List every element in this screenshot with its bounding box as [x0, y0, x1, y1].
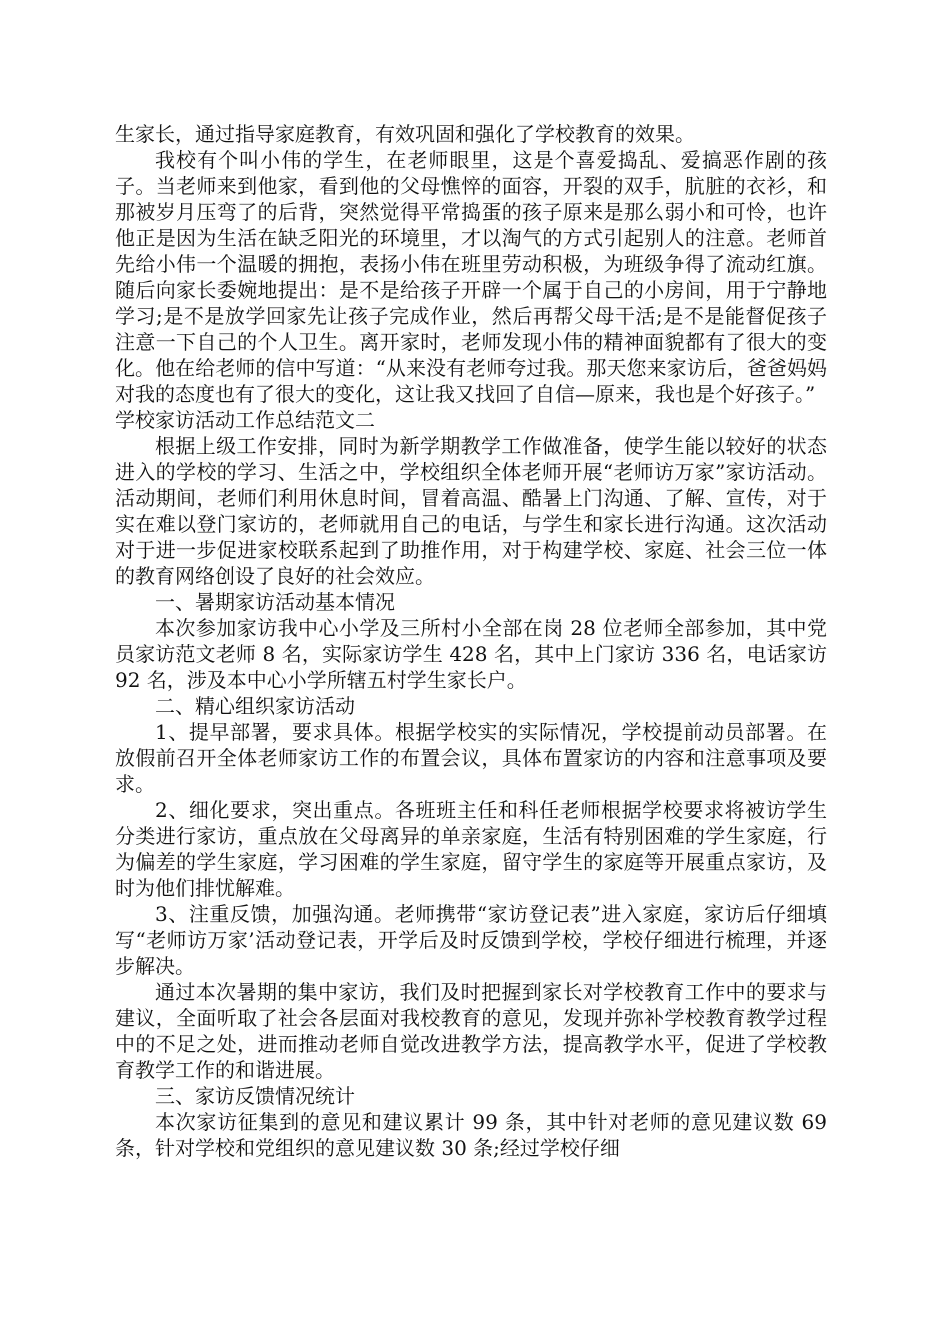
section-title: 学校家访活动工作总结范文二 — [115, 408, 375, 432]
paragraph-item-2: 2、细化要求，突出重点。各班班主任和科任老师根据学校要求将被访学生分类进行家访，重点放在父母离异的单亲家庭，生活有特别困难的学生家庭，行为偏差的学生家庭，学习困难的学生家庭，留守学生的家庭等开展重点家访，及时为他们排忧解难。 — [115, 798, 827, 900]
heading-feedback: 三、家访反馈情况统计 — [155, 1084, 355, 1108]
heading-basic-situation: 一、暑期家访活动基本情况 — [155, 590, 395, 614]
paragraph-item-3: 3、注重反馈，加强沟通。老师携带“家访登记表”进入家庭，家访后仔细填写“老师访万家’活动登记表，开学后及时反馈到学校，学校仔细进行梳理，并逐步解决。 — [115, 902, 827, 978]
paragraph-item-1: 1、提早部署，要求具体。根据学校实的实际情况，学校提前动员部署。在放假前召开全体老师家访工作的布置会议，具体布置家访的内容和注意事项及要求。 — [115, 720, 827, 796]
paragraph-summary: 通过本次暑期的集中家访，我们及时把握到家长对学校教育工作中的要求与建议，全面听取了社会各层面对我校教育的意见，发现并弥补学校教育教学过程中的不足之处，进而推动老师自觉改进教学方法，提高教学水平，促进了学校教育教学工作的和谐进展。 — [115, 980, 827, 1082]
paragraph-basic-situation: 本次参加家访我中心小学及三所村小全部在岗 28 位老师全部参加，其中党员家访范文老师 8 名，实际家访学生 428 名，其中上门家访 336 名，电话家访 92 名，涉及本中心小学所辖五村学生家长户。 — [115, 616, 827, 692]
paragraph-xiaowei-story: 我校有个叫小伟的学生，在老师眼里，这是个喜爱捣乱、爱搞恶作剧的孩子。当老师来到他家，看到他的父母憔悴的面容，开裂的双手，肮脏的衣衫，和那被岁月压弯了的后背，突然觉得平常捣蛋的孩子原来是那么弱小和可怜，也许他正是因为生活在缺乏阳光的环境里，才以淘气的方式引起别人的注意。老师首先给小伟一个温暖的拥抱，表扬小伟在班里劳动积极，为班级争得了流动红旗。随后向家长委婉地提出：是不是给孩子开辟一个属于自己的小房间，用于宁静地学习;是不是放学回家先让孩子完成作业，然后再帮父母干活;是不是能督促孩子注意一下自己的个人卫生。离开家时，老师发现小伟的精神面貌都有了很大的变化。他在给老师的信中写道：“从来没有老师夸过我。那天您来家访后，爸爸妈妈对我的态度也有了很大的变化，这让我又找回了自信—原来，我也是个好孩子。” — [115, 148, 827, 406]
paragraph-feedback: 本次家访征集到的意见和建议累计 99 条，其中针对老师的意见建议数 69 条，针对学校和党组织的意见建议数 30 条;经过学校仔细 — [115, 1110, 827, 1160]
paragraph-continuation: 生家长，通过指导家庭教育，有效巩固和强化了学校教育的效果。 — [115, 122, 695, 146]
heading-organize: 二、精心组织家访活动 — [155, 694, 355, 718]
document-page — [115, 121, 827, 1161]
paragraph-intro: 根据上级工作安排，同时为新学期教学工作做准备，使学生能以较好的状态进入的学校的学习、生活之中，学校组织全体老师开展“老师访万家”家访活动。活动期间，老师们利用休息时间，冒着高温、酷暑上门沟通、了解、宣传，对于实在难以登门家访的，老师就用自己的电话，与学生和家长进行沟通。这次活动对于进一步促进家校联系起到了助推作用，对于构建学校、家庭、社会三位一体的教育网络创设了良好的社会效应。 — [115, 434, 827, 588]
